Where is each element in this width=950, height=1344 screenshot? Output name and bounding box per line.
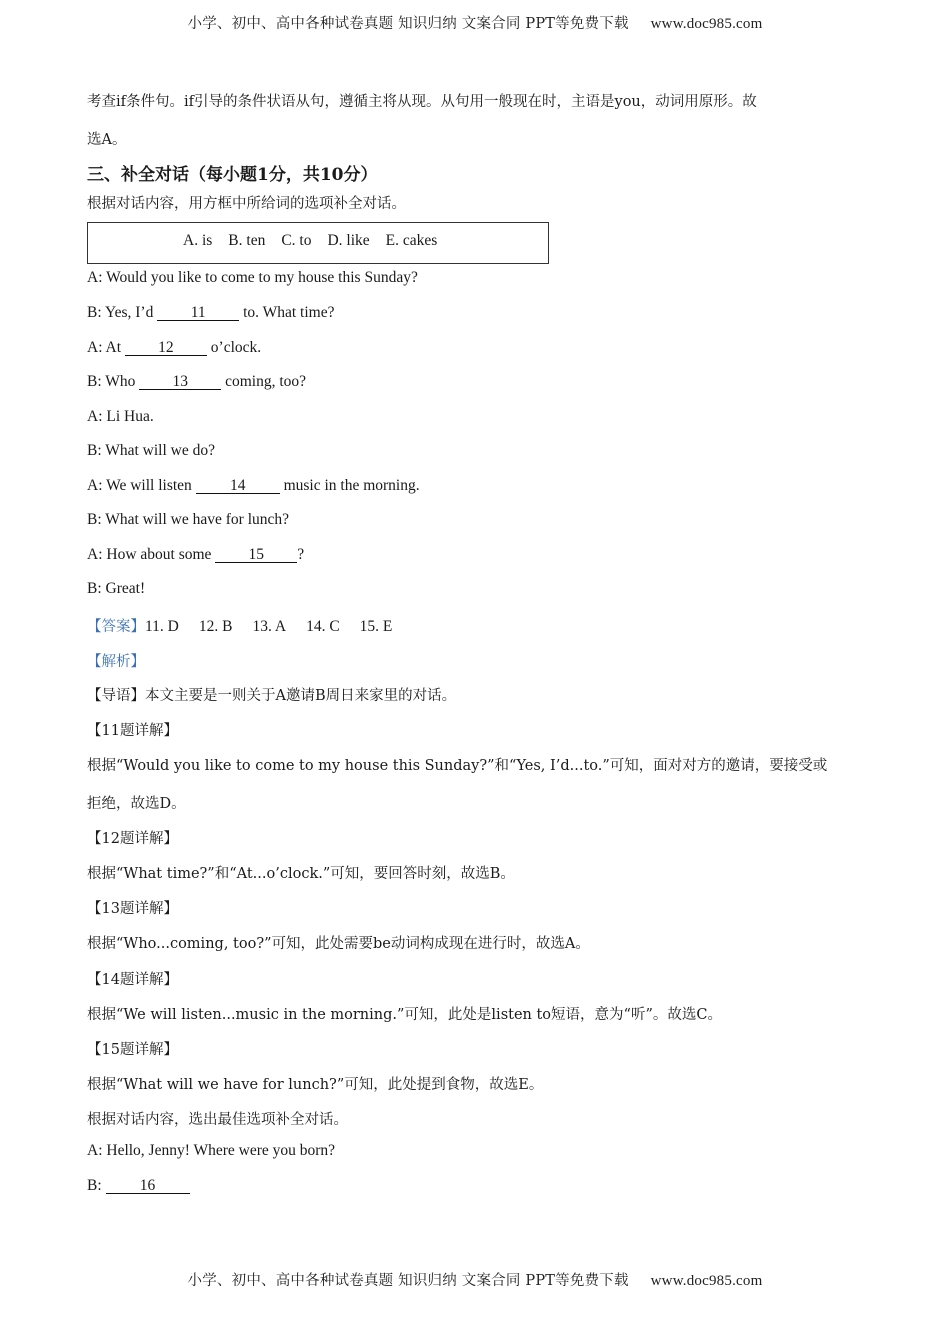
section-instruction: 根据对话内容，用方框中所给词的选项补全对话。 bbox=[87, 196, 406, 212]
answer-blank[interactable]: 14 bbox=[196, 478, 280, 494]
answer-blank[interactable]: 16 bbox=[106, 1178, 190, 1194]
dialog-text: music in the morning. bbox=[279, 477, 420, 494]
footer-url[interactable]: www.doc985.com bbox=[650, 1273, 763, 1289]
dialog-line bbox=[87, 373, 306, 391]
footer-text: 小学、初中、高中各种试卷真题 知识归纳 文案合同 PPT等免费下载 bbox=[187, 1273, 629, 1289]
dialog-text: o’clock. bbox=[206, 339, 262, 356]
answer-item: 11. D bbox=[145, 618, 179, 635]
dialog-line bbox=[87, 580, 145, 598]
answer-item: 12. B bbox=[198, 618, 233, 635]
dialog-line bbox=[87, 339, 261, 357]
dialog-line bbox=[87, 511, 289, 529]
dialog-text: B: What will we do? bbox=[87, 442, 215, 459]
dialog-text: A: Li Hua. bbox=[87, 408, 154, 425]
dialog-line bbox=[87, 408, 154, 426]
next-line-b bbox=[87, 1177, 190, 1195]
intro-line-1: 考查if条件句。if引导的条件状语从句，遵循主将从现。从句用一般现在时，主语是you，动词用原形。故 bbox=[87, 94, 757, 110]
dialog-text: B: Who bbox=[87, 373, 140, 390]
dialog-text: B: Great! bbox=[87, 580, 146, 597]
section-heading: 三、补全对话（每小题1分，共10分） bbox=[87, 165, 378, 185]
q13-text: 根据“Who...coming, too?”可知，此处需要be动词构成现在进行时，故选A。 bbox=[87, 936, 590, 952]
answer-item: 14. C bbox=[306, 618, 340, 635]
dialog-line bbox=[87, 442, 215, 460]
answer-blank[interactable]: 13 bbox=[139, 374, 221, 390]
dialog-text: ? bbox=[297, 546, 305, 563]
option-e: E. cakes bbox=[385, 232, 438, 249]
dialog-text: B: What will we have for lunch? bbox=[87, 511, 290, 528]
intro-line-2: 选A。 bbox=[87, 132, 127, 148]
dialog-text: B: Yes, I’d bbox=[87, 304, 158, 321]
answer-item: 15. E bbox=[359, 618, 393, 635]
answer-blank[interactable]: 15 bbox=[215, 547, 297, 563]
option-a: A. is bbox=[183, 232, 213, 249]
dialog-text: A: We will listen bbox=[87, 477, 196, 494]
word-options-box bbox=[87, 222, 549, 264]
q15-text: 根据“What will we have for lunch?”可知，此处提到食物，故选E。 bbox=[87, 1077, 544, 1093]
dialog-text: coming, too? bbox=[221, 373, 307, 390]
dialog-line bbox=[87, 546, 304, 564]
header-text: 小学、初中、高中各种试卷真题 知识归纳 文案合同 PPT等免费下载 bbox=[187, 16, 629, 32]
dialog-text: A: Would you like to come to my house this Sunday? bbox=[87, 269, 418, 286]
q14-text: 根据“We will listen...music in the morning.”可知，此处是listen to短语，意为“听”。故选C。 bbox=[87, 1007, 722, 1023]
analysis-label: 【解析】 bbox=[87, 654, 145, 670]
answer-line bbox=[87, 615, 412, 636]
q11-line-1: 根据“Would you like to come to my house this Sunday?”和“Yes, I’d...to.”可知，面对对方的邀请，要接受或 bbox=[87, 758, 828, 774]
option-b: B. ten bbox=[228, 232, 266, 249]
answer-blank[interactable]: 12 bbox=[125, 340, 207, 356]
answer-item: 13. A bbox=[252, 618, 287, 635]
q12-text: 根据“What time?”和“At...o’clock.”可知，要回答时刻，故选B。 bbox=[87, 866, 515, 882]
q11-title: 【11题详解】 bbox=[87, 723, 178, 739]
q14-title: 【14题详解】 bbox=[87, 972, 178, 988]
word-options bbox=[183, 232, 453, 250]
option-c: C. to bbox=[281, 232, 312, 249]
answer-label: 【答案】 bbox=[87, 619, 145, 635]
next-line-a: A: Hello, Jenny! Where were you born? bbox=[87, 1142, 336, 1159]
q11-line-2: 拒绝，故选D。 bbox=[87, 796, 186, 812]
analysis-guide: 【导语】本文主要是一则关于A邀请B周日来家里的对话。 bbox=[87, 688, 457, 704]
option-d: D. like bbox=[327, 232, 370, 249]
q15-title: 【15题详解】 bbox=[87, 1042, 178, 1058]
dialog-text: to. What time? bbox=[239, 304, 335, 321]
header-url[interactable]: www.doc985.com bbox=[650, 16, 763, 32]
dialog-text: A: At bbox=[87, 339, 125, 356]
dialog-text: B: bbox=[87, 1177, 106, 1194]
dialog-text: A: How about some bbox=[87, 546, 216, 563]
next-instruction: 根据对话内容，选出最佳选项补全对话。 bbox=[87, 1112, 348, 1128]
dialog-line bbox=[87, 269, 418, 287]
page-footer bbox=[0, 1269, 950, 1290]
answer-blank[interactable]: 11 bbox=[157, 305, 239, 321]
dialog-line bbox=[87, 304, 334, 322]
page-header bbox=[0, 12, 950, 33]
q13-title: 【13题详解】 bbox=[87, 901, 178, 917]
dialog-line bbox=[87, 477, 420, 495]
q12-title: 【12题详解】 bbox=[87, 831, 178, 847]
